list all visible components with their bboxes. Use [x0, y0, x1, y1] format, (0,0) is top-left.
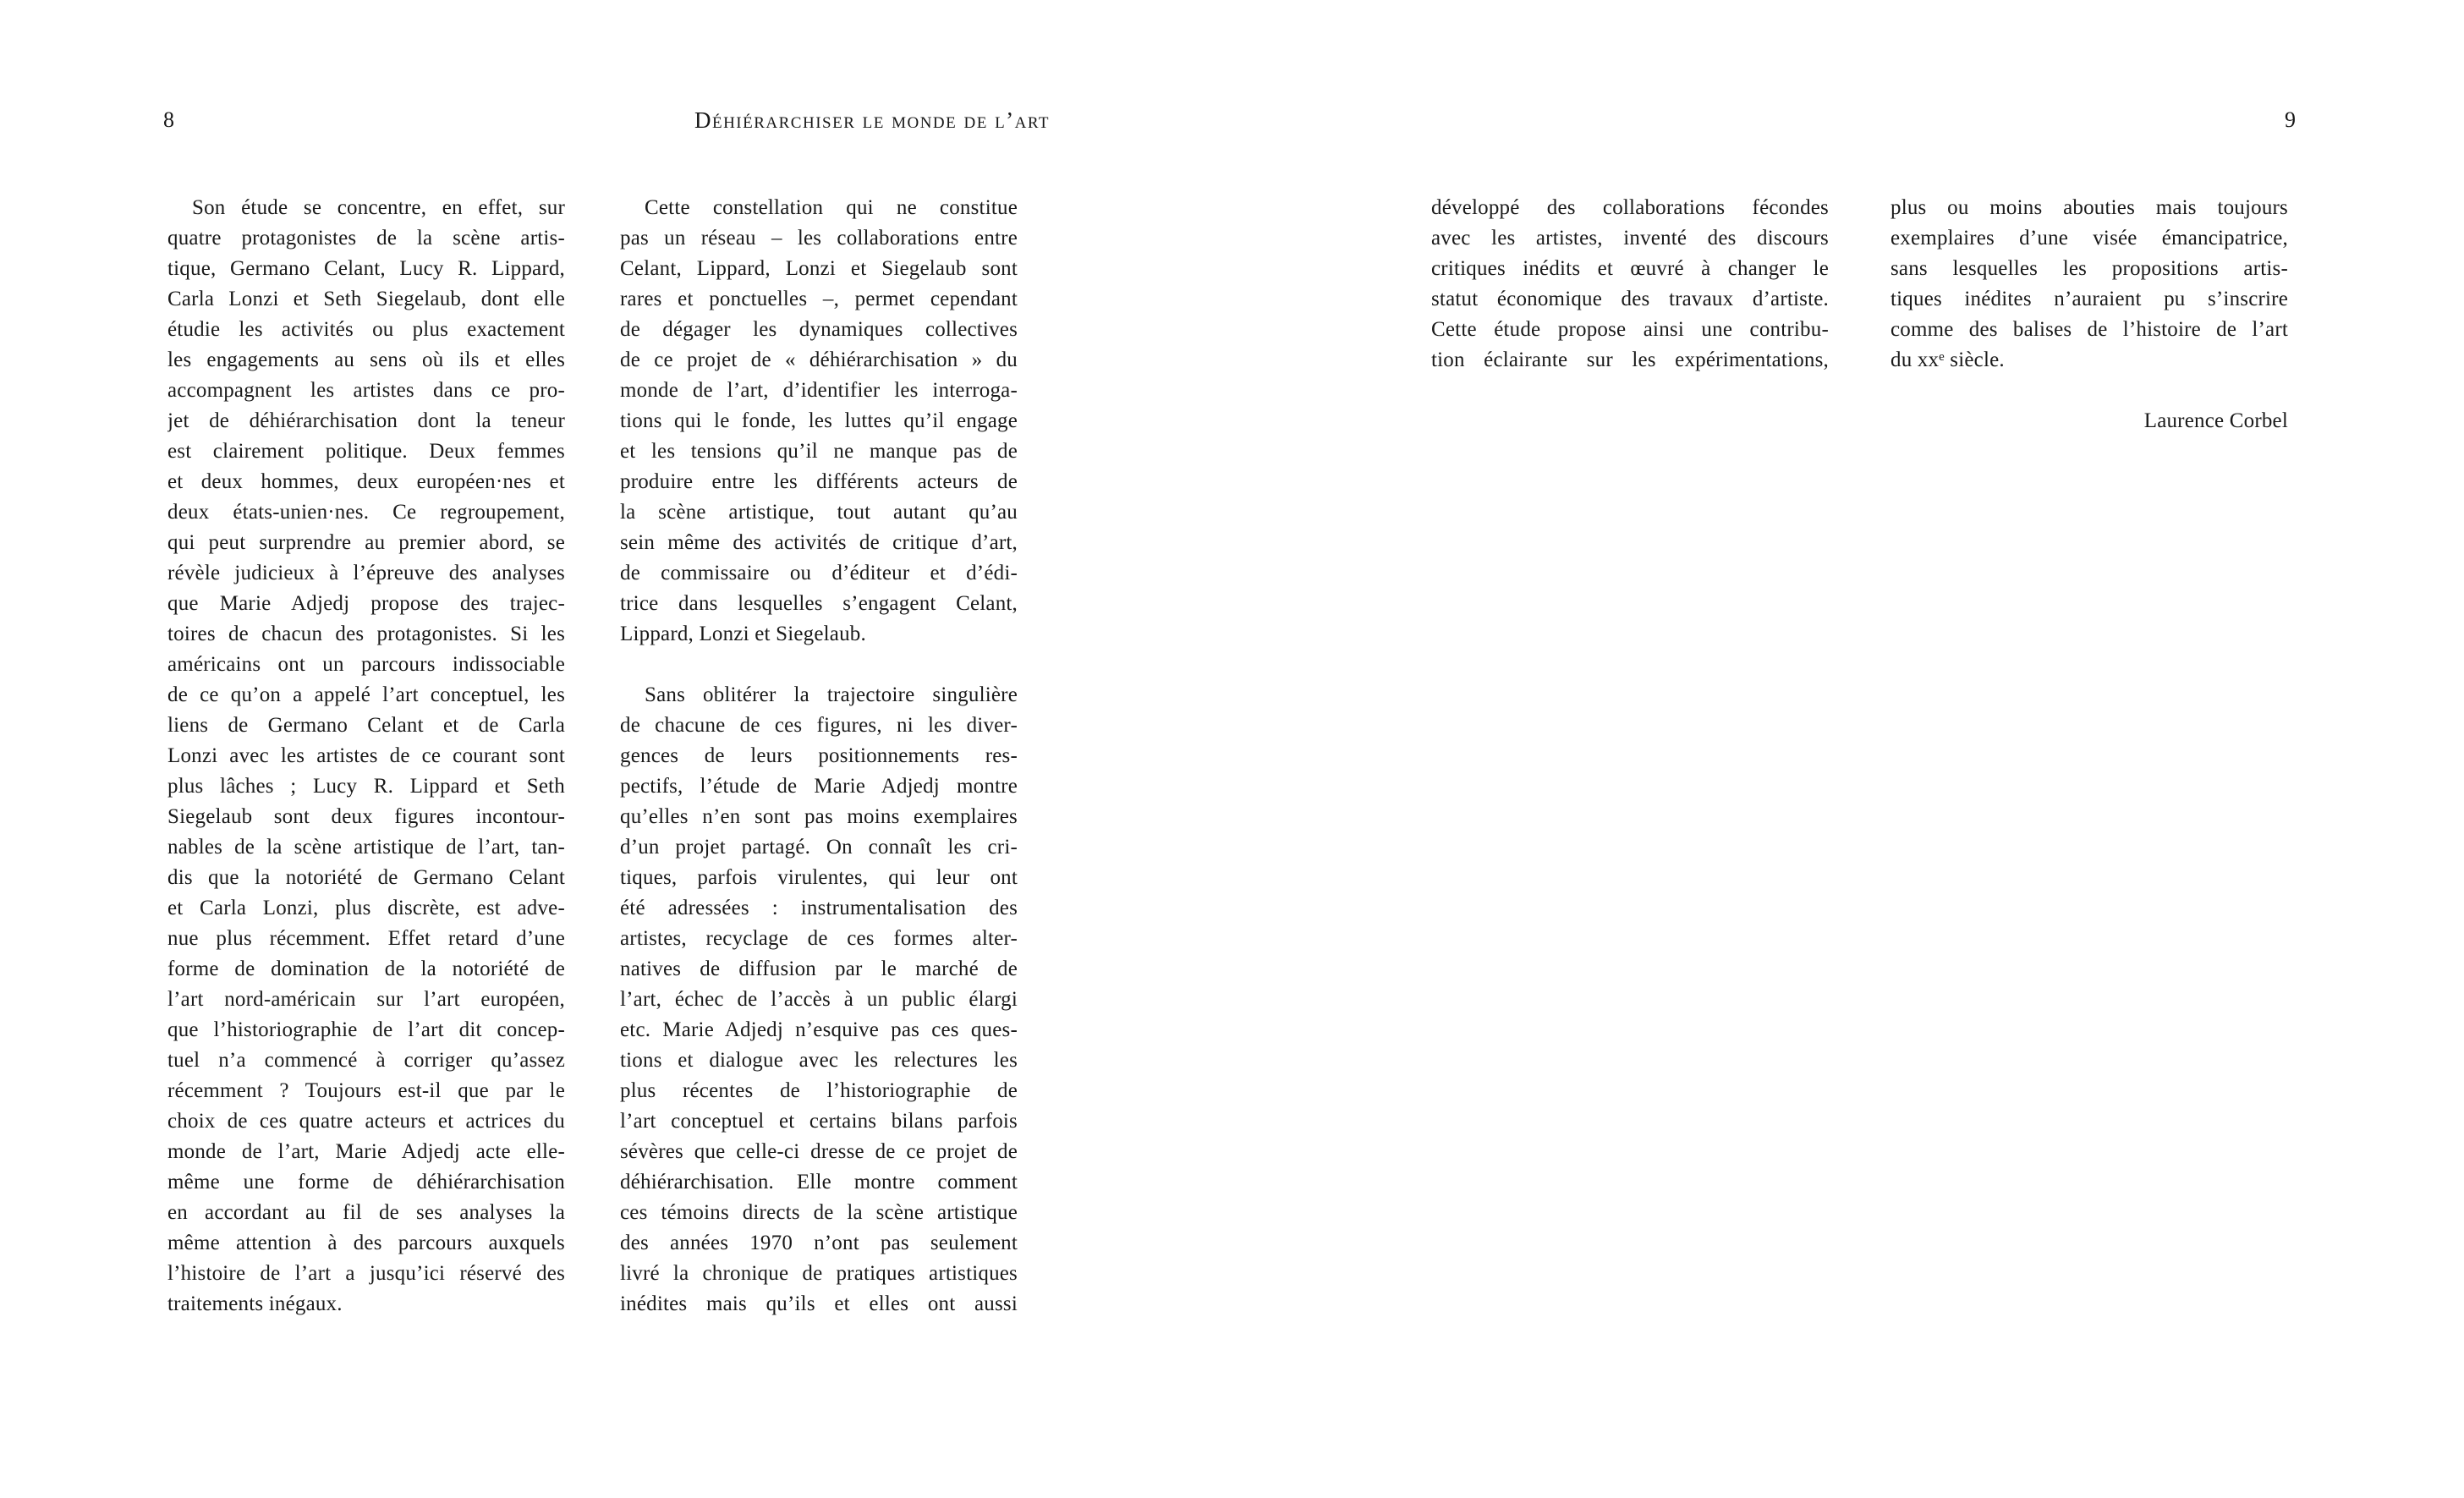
text-line: choix de ces quatre acteurs et actrices du: [167, 1110, 565, 1133]
text-line: nables de la scène artistique de l’art, tan-: [167, 836, 565, 859]
text-line: Carla Lonzi et Seth Siegelaub, dont elle: [167, 288, 565, 310]
paragraph: [620, 193, 1018, 650]
text-line: etc. Marie Adjedj n’esquive pas ces ques-: [620, 1018, 1018, 1041]
text-line: tions qui le fonde, les luttes qu’il engage: [620, 409, 1018, 432]
text-line: l’histoire de l’art a jusqu’ici réservé des: [167, 1262, 565, 1285]
text-line: monde de l’art, d’identifier les interroga-: [620, 379, 1018, 402]
text-line: critiques inédits et œuvré à changer le: [1431, 257, 1829, 280]
text-line: inédites mais qu’ils et elles ont aussi: [620, 1292, 1018, 1315]
text-line: produire entre les différents acteurs de: [620, 470, 1018, 493]
running-title: Déhiérarchiser le monde de l’art: [694, 107, 1051, 133]
text-line: natives de diffusion par le marché de: [620, 958, 1018, 980]
text-line: exemplaires d’une visée émancipatrice,: [1891, 227, 2288, 250]
text-line: Celant, Lippard, Lonzi et Siegelaub sont: [620, 257, 1018, 280]
text-line: l’art nord-américain sur l’art européen,: [167, 988, 565, 1011]
text-line: Lonzi avec les artistes de ce courant sont: [167, 744, 565, 767]
page-number-right: 9: [2285, 107, 2296, 132]
page8-column-left: [167, 193, 565, 1320]
text-line: tuel n’a commencé à corriger qu’assez: [167, 1049, 565, 1072]
text-line: trice dans lesquelles s’engagent Celant,: [620, 592, 1018, 615]
text-line: révèle judicieux à l’épreuve des analyses: [167, 562, 565, 584]
text-line: en accordant au fil de ses analyses la: [167, 1201, 565, 1224]
text-line: traitements inégaux.: [167, 1292, 343, 1315]
text-line: et les tensions qu’il ne manque pas de: [620, 440, 1018, 463]
signature-author: Laurence Corbel: [2143, 409, 2288, 432]
text-line: des années 1970 n’ont pas seulement: [620, 1232, 1018, 1254]
text-line: Cette constellation qui ne constitue: [645, 196, 1018, 219]
text-line: liens de Germano Celant et de Carla: [167, 714, 565, 737]
text-line: livré la chronique de pratiques artistiques: [620, 1262, 1018, 1285]
text-line: du xxᵉ siècle.: [1891, 348, 2005, 371]
text-line: de ce qu’on a appelé l’art conceptuel, les: [167, 683, 565, 706]
paragraph: [167, 193, 565, 1320]
text-line: l’art conceptuel et certains bilans parfois: [620, 1110, 1018, 1133]
text-line: accompagnent les artistes dans ce pro-: [167, 379, 565, 402]
text-line: sein même des activités de critique d’art,: [620, 531, 1018, 554]
text-line: toires de chacun des protagonistes. Si les: [167, 623, 565, 645]
page9-column-right: [1891, 193, 2288, 436]
text-line: américains ont un parcours indissociable: [167, 653, 565, 676]
text-line: rares et ponctuelles –, permet cependant: [620, 288, 1018, 310]
text-line: développé des collaborations fécondes: [1431, 196, 1829, 219]
text-line: plus lâches ; Lucy R. Lippard et Seth: [167, 775, 565, 798]
paragraph: [1431, 193, 1829, 376]
text-line: quatre protagonistes de la scène artis-: [167, 227, 565, 250]
text-line: plus récentes de l’historiographie de: [620, 1079, 1018, 1102]
text-line: pas un réseau – les collaborations entre: [620, 227, 1018, 250]
text-line: de chacune de ces figures, ni les diver-: [620, 714, 1018, 737]
text-line: dis que la notoriété de Germano Celant: [167, 866, 565, 889]
text-line: deux états-unien·nes. Ce regroupement,: [167, 501, 565, 524]
text-line: plus ou moins abouties mais toujours: [1891, 196, 2288, 219]
text-line: de ce projet de « déhiérarchisation » du: [620, 348, 1018, 371]
text-line: tique, Germano Celant, Lucy R. Lippard,: [167, 257, 565, 280]
text-line: tions et dialogue avec les relectures les: [620, 1049, 1018, 1072]
text-line: récemment ? Toujours est-il que par le: [167, 1079, 565, 1102]
page-number-left: 8: [163, 107, 174, 132]
text-line: sans lesquelles les propositions artis-: [1891, 257, 2288, 280]
text-line: Cette étude propose ainsi une contribu-: [1431, 318, 1829, 341]
paragraph: [620, 680, 1018, 1320]
text-line: de commissaire ou d’éditeur et d’édi-: [620, 562, 1018, 584]
text-line: comme des balises de l’histoire de l’art: [1891, 318, 2288, 341]
text-line: déhiérarchisation. Elle montre comment: [620, 1171, 1018, 1193]
text-line: que l’historiographie de l’art dit concep-: [167, 1018, 565, 1041]
text-line: artistes, recyclage de ces formes alter-: [620, 927, 1018, 950]
text-line: forme de domination de la notoriété de: [167, 958, 565, 980]
paragraph: [1891, 193, 2288, 376]
text-line: même attention à des parcours auxquels: [167, 1232, 565, 1254]
text-line: même une forme de déhiérarchisation: [167, 1171, 565, 1193]
text-line: été adressées : instrumentalisation des: [620, 897, 1018, 919]
text-line: tiques, parfois virulentes, qui leur ont: [620, 866, 1018, 889]
text-line: Lippard, Lonzi et Siegelaub.: [620, 623, 866, 645]
text-line: que Marie Adjedj propose des trajec-: [167, 592, 565, 615]
text-line: étudie les activités ou plus exactement: [167, 318, 565, 341]
text-line: Siegelaub sont deux figures incontour-: [167, 805, 565, 828]
text-line: est clairement politique. Deux femmes: [167, 440, 565, 463]
text-line: de dégager les dynamiques collectives: [620, 318, 1018, 341]
text-line: tion éclairante sur les expérimentations,: [1431, 348, 1829, 371]
text-line: pectifs, l’étude de Marie Adjedj montre: [620, 775, 1018, 798]
text-line: les engagements au sens où ils et elles: [167, 348, 565, 371]
text-line: nue plus récemment. Effet retard d’une: [167, 927, 565, 950]
text-line: d’un projet partagé. On connaît les cri-: [620, 836, 1018, 859]
text-line: Son étude se concentre, en effet, sur: [192, 196, 565, 219]
text-line: la scène artistique, tout autant qu’au: [620, 501, 1018, 524]
text-line: et Carla Lonzi, plus discrète, est adve-: [167, 897, 565, 919]
page9-column-left: [1431, 193, 1829, 376]
text-line: et deux hommes, deux européen·nes et: [167, 470, 565, 493]
text-line: jet de déhiérarchisation dont la teneur: [167, 409, 565, 432]
text-line: statut économique des travaux d’artiste.: [1431, 288, 1829, 310]
text-line: monde de l’art, Marie Adjedj acte elle-: [167, 1140, 565, 1163]
text-line: qu’elles n’en sont pas moins exemplaires: [620, 805, 1018, 828]
text-line: l’art, échec de l’accès à un public élargi: [620, 988, 1018, 1011]
text-line: gences de leurs positionnements res-: [620, 744, 1018, 767]
page8-column-right: [620, 193, 1018, 1320]
text-line: ces témoins directs de la scène artistique: [620, 1201, 1018, 1224]
text-line: qui peut surprendre au premier abord, se: [167, 531, 565, 554]
text-line: avec les artistes, inventé des discours: [1431, 227, 1829, 250]
text-line: sévères que celle-ci dresse de ce projet de: [620, 1140, 1018, 1163]
text-line: tiques inédites n’auraient pu s’inscrire: [1891, 288, 2288, 310]
text-line: Sans oblitérer la trajectoire singulière: [645, 683, 1018, 706]
